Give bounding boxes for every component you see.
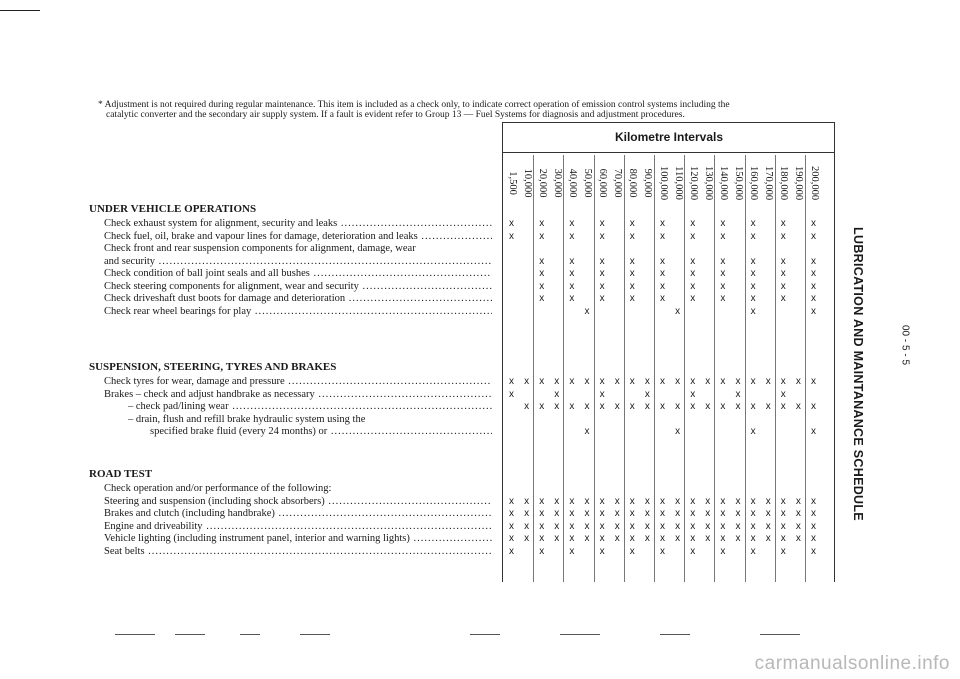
interval-header-label: 10,000 xyxy=(521,168,533,198)
interval-header-label: 110,000 xyxy=(672,166,684,200)
interval-check-mark: x xyxy=(750,293,756,304)
interval-check-mark: x xyxy=(720,376,726,387)
interval-check-mark: x xyxy=(569,533,575,544)
interval-header xyxy=(640,158,655,208)
interval-check-mark: x xyxy=(614,376,620,387)
interval-header xyxy=(806,158,821,208)
interval-check-mark: x xyxy=(599,255,605,267)
interval-check-mark: x xyxy=(524,533,530,544)
interval-check-mark: x xyxy=(629,218,635,229)
interval-check-mark: x xyxy=(780,293,786,304)
interval-check-mark: x xyxy=(584,376,590,387)
section-title: ROAD TEST xyxy=(89,468,153,480)
interval-check-mark: x xyxy=(750,268,756,279)
interval-check-mark: x xyxy=(690,508,696,519)
interval-header xyxy=(655,158,670,208)
interval-header-label: 180,000 xyxy=(778,165,790,201)
interval-check-mark: x xyxy=(675,401,681,412)
interval-check-mark: x xyxy=(629,376,635,387)
interval-check-mark: x xyxy=(569,255,575,267)
interval-check-mark: x xyxy=(750,495,756,507)
interval-check-mark: x xyxy=(780,495,786,507)
table-row-label: Check tyres for wear, damage and pressure ..... xyxy=(104,375,492,388)
interval-check-mark: x xyxy=(599,376,605,387)
interval-check-mark: x xyxy=(599,268,605,279)
interval-header xyxy=(685,158,700,208)
interval-check-mark: x xyxy=(599,533,605,544)
table-row-label: Check driveshaft dust boots for damage and deterioration ..... xyxy=(104,292,492,305)
interval-check-mark: x xyxy=(750,230,756,242)
interval-header-label: 50,000 xyxy=(582,168,593,198)
footer-dash xyxy=(115,634,155,635)
interval-header xyxy=(595,158,610,208)
interval-check-mark: x xyxy=(795,401,801,412)
interval-check-mark: x xyxy=(614,401,620,412)
interval-check-mark: x xyxy=(660,376,665,387)
interval-check-mark: x xyxy=(660,508,665,519)
interval-check-mark: x xyxy=(644,401,650,412)
interval-check-mark: x xyxy=(524,508,530,519)
table-row-label: Check operation and/or performance of the following: xyxy=(104,483,332,494)
interval-check-mark: x xyxy=(629,268,635,279)
interval-check-mark: x xyxy=(660,495,665,507)
interval-check-mark: x xyxy=(660,545,665,557)
interval-check-mark: x xyxy=(720,268,726,279)
interval-check-mark: x xyxy=(765,508,771,519)
interval-check-mark: x xyxy=(735,495,741,507)
side-title xyxy=(838,224,878,524)
interval-check-mark: x xyxy=(509,495,514,507)
interval-header xyxy=(610,158,625,208)
table-header-rule xyxy=(503,152,835,153)
interval-check-mark: x xyxy=(720,520,726,532)
interval-check-mark: x xyxy=(780,388,786,400)
interval-check-mark: x xyxy=(811,293,816,304)
interval-check-mark: x xyxy=(720,230,726,242)
interval-check-mark: x xyxy=(644,388,650,400)
interval-header xyxy=(534,158,549,208)
interval-check-mark: x xyxy=(750,280,756,292)
interval-check-mark: x xyxy=(629,293,635,304)
interval-check-mark: x xyxy=(554,376,560,387)
interval-check-mark: x xyxy=(569,508,575,519)
interval-check-mark: x xyxy=(509,230,514,242)
interval-check-mark: x xyxy=(750,305,756,317)
interval-check-mark: x xyxy=(690,495,696,507)
interval-check-mark: x xyxy=(599,545,605,557)
interval-check-mark: x xyxy=(660,520,665,532)
interval-check-mark: x xyxy=(780,218,786,229)
interval-check-mark: x xyxy=(780,533,786,544)
table-row-label: and security ..... xyxy=(104,255,492,268)
interval-check-mark: x xyxy=(509,533,514,544)
side-title-text: LUBRICATION AND MAINTANANCE SCHEDULE xyxy=(851,227,865,521)
footer-dash xyxy=(470,634,500,635)
interval-check-mark: x xyxy=(750,401,756,412)
interval-check-mark: x xyxy=(750,426,756,437)
interval-check-mark: x xyxy=(539,218,545,229)
interval-check-mark: x xyxy=(509,508,514,519)
footer-dash xyxy=(760,634,800,635)
interval-check-mark: x xyxy=(690,401,696,412)
interval-check-mark: x xyxy=(569,376,575,387)
interval-check-mark: x xyxy=(750,255,756,267)
interval-check-mark: x xyxy=(811,305,816,317)
interval-header-label: 90,000 xyxy=(642,168,654,198)
interval-check-mark: x xyxy=(509,545,514,557)
interval-check-mark: x xyxy=(690,268,696,279)
interval-header xyxy=(625,158,640,208)
interval-check-mark: x xyxy=(539,401,545,412)
interval-check-mark: x xyxy=(660,533,665,544)
interval-check-mark: x xyxy=(660,230,665,242)
table-left-rule xyxy=(502,122,503,582)
interval-check-mark: x xyxy=(644,495,650,507)
interval-header-label: 40,000 xyxy=(566,168,578,198)
interval-check-mark: x xyxy=(690,255,696,267)
interval-check-mark: x xyxy=(811,495,816,507)
footer-dash xyxy=(240,634,260,635)
interval-check-mark: x xyxy=(524,401,530,412)
interval-check-mark: x xyxy=(690,376,696,387)
interval-header-label: 120,000 xyxy=(687,165,699,201)
interval-check-mark: x xyxy=(690,293,696,304)
interval-check-mark: x xyxy=(539,268,545,279)
interval-header-label: 190,000 xyxy=(793,165,805,201)
section-title: UNDER VEHICLE OPERATIONS xyxy=(89,203,257,215)
table-row-label: Brakes and clutch (including handbrake) ..... xyxy=(104,507,492,520)
table-row-label: Steering and suspension (including shock absorbers) ..... xyxy=(104,495,492,508)
interval-header-label: 60,000 xyxy=(597,168,609,198)
interval-check-mark: x xyxy=(584,426,590,437)
interval-header-label: 80,000 xyxy=(627,168,639,198)
interval-check-mark: x xyxy=(811,508,816,519)
interval-check-mark: x xyxy=(750,545,756,557)
interval-check-mark: x xyxy=(629,255,635,267)
table-row-label: – drain, flush and refill brake hydraulic system using the xyxy=(128,413,366,425)
interval-check-mark: x xyxy=(690,218,696,229)
table-row-label: – check pad/lining wear ..... xyxy=(128,400,492,413)
interval-check-mark: x xyxy=(660,255,665,267)
interval-check-mark: x xyxy=(554,495,560,507)
interval-check-mark: x xyxy=(675,376,681,387)
interval-check-mark: x xyxy=(599,520,605,532)
interval-check-mark: x xyxy=(584,520,590,532)
interval-header xyxy=(776,158,791,208)
table-row-label: Check fuel, oil, brake and vapour lines for damage, deterioration and leaks ..... xyxy=(104,230,492,243)
interval-check-mark: x xyxy=(735,508,741,519)
interval-check-mark: x xyxy=(811,426,816,437)
interval-header-label: 1,500 xyxy=(506,171,518,195)
interval-check-mark: x xyxy=(675,520,681,532)
interval-check-mark: x xyxy=(660,218,665,229)
interval-check-mark: x xyxy=(554,508,560,519)
interval-check-mark: x xyxy=(795,495,801,507)
interval-check-mark: x xyxy=(720,293,726,304)
interval-check-mark: x xyxy=(569,218,575,229)
interval-check-mark: x xyxy=(750,376,756,387)
table-row-label: Check rear wheel bearings for play ..... xyxy=(104,305,492,318)
interval-check-mark: x xyxy=(644,533,650,544)
interval-check-mark: x xyxy=(780,545,786,557)
table-row-label: Check steering components for alignment, wear and security ..... xyxy=(104,280,492,293)
interval-check-mark: x xyxy=(795,520,801,532)
section-title: SUSPENSION, STEERING, TYRES AND BRAKES xyxy=(89,361,337,373)
table-row-label: Check exhaust system for alignment, security and leaks ..... xyxy=(104,217,492,230)
interval-check-mark: x xyxy=(524,495,530,507)
interval-check-mark: x xyxy=(690,388,696,400)
interval-check-mark: x xyxy=(569,293,575,304)
interval-check-mark: x xyxy=(780,255,786,267)
interval-check-mark: x xyxy=(811,376,816,387)
interval-check-mark: x xyxy=(675,508,681,519)
interval-check-mark: x xyxy=(735,388,741,400)
interval-check-mark: x xyxy=(705,533,711,544)
interval-check-mark: x xyxy=(569,520,575,532)
interval-header-label: 150,000 xyxy=(733,165,744,201)
footer-dash xyxy=(560,634,600,635)
interval-check-mark: x xyxy=(599,495,605,507)
interval-check-mark: x xyxy=(644,376,650,387)
interval-check-mark: x xyxy=(780,376,786,387)
interval-header-label: 140,000 xyxy=(717,165,729,201)
interval-check-mark: x xyxy=(569,495,575,507)
interval-header xyxy=(731,158,746,208)
interval-check-mark: x xyxy=(720,508,726,519)
interval-check-mark: x xyxy=(765,520,771,532)
table-row-label: specified brake fluid (every 24 months) or ..... xyxy=(150,425,492,438)
interval-check-mark: x xyxy=(614,520,620,532)
interval-check-mark: x xyxy=(509,218,514,229)
interval-check-mark: x xyxy=(599,218,605,229)
interval-check-mark: x xyxy=(720,280,726,292)
page-number xyxy=(890,320,920,370)
interval-check-mark: x xyxy=(584,305,590,317)
interval-check-mark: x xyxy=(750,508,756,519)
interval-check-mark: x xyxy=(554,520,560,532)
interval-check-mark: x xyxy=(524,376,530,387)
interval-check-mark: x xyxy=(720,255,726,267)
interval-header-label: 200,000 xyxy=(808,165,820,201)
interval-check-mark: x xyxy=(811,533,816,544)
interval-check-mark: x xyxy=(660,268,665,279)
interval-check-mark: x xyxy=(705,495,711,507)
interval-check-mark: x xyxy=(509,376,514,387)
interval-check-mark: x xyxy=(599,293,605,304)
interval-header-label: 170,000 xyxy=(763,165,775,201)
interval-check-mark: x xyxy=(660,293,665,304)
interval-check-mark: x xyxy=(539,533,545,544)
interval-check-mark: x xyxy=(569,401,575,412)
interval-check-mark: x xyxy=(780,401,786,412)
table-row-label: Seat belts ..... xyxy=(104,545,492,558)
interval-check-mark: x xyxy=(675,426,681,437)
interval-check-mark: x xyxy=(614,533,620,544)
interval-check-mark: x xyxy=(720,401,726,412)
interval-check-mark: x xyxy=(811,520,816,532)
interval-check-mark: x xyxy=(765,401,771,412)
interval-check-mark: x xyxy=(524,520,530,532)
interval-check-mark: x xyxy=(811,545,816,557)
interval-check-mark: x xyxy=(599,508,605,519)
interval-header xyxy=(564,158,579,208)
interval-check-mark: x xyxy=(569,280,575,292)
interval-header-label: 30,000 xyxy=(551,168,563,198)
interval-check-mark: x xyxy=(780,520,786,532)
interval-check-mark: x xyxy=(599,230,605,242)
interval-check-mark: x xyxy=(690,230,696,242)
interval-header xyxy=(715,158,730,208)
interval-check-mark: x xyxy=(629,520,635,532)
interval-check-mark: x xyxy=(569,268,575,279)
interval-header-label: 160,000 xyxy=(748,165,760,201)
interval-check-mark: x xyxy=(780,268,786,279)
interval-check-mark: x xyxy=(539,520,545,532)
interval-check-mark: x xyxy=(735,533,741,544)
table-top-rule xyxy=(503,122,835,123)
interval-check-mark: x xyxy=(705,401,711,412)
emission-note-line-1: * Adjustment is not required during regular maintenance. This item is included as a check only, to indicate correct operation of emission control systems including the xyxy=(98,100,730,110)
interval-header xyxy=(504,158,519,208)
table-right-rule xyxy=(834,122,835,582)
interval-check-mark: x xyxy=(795,376,801,387)
table-row-label: Engine and driveability ..... xyxy=(104,520,492,533)
interval-check-mark: x xyxy=(720,545,726,557)
interval-check-mark: x xyxy=(750,218,756,229)
interval-check-mark: x xyxy=(811,401,816,412)
interval-check-mark: x xyxy=(539,495,545,507)
interval-check-mark: x xyxy=(811,230,816,242)
interval-check-mark: x xyxy=(675,495,681,507)
interval-check-mark: x xyxy=(554,388,560,400)
interval-check-mark: x xyxy=(720,495,726,507)
interval-check-mark: x xyxy=(765,533,771,544)
interval-check-mark: x xyxy=(509,388,514,400)
table-row-label: Brakes – check and adjust handbrake as necessary ..... xyxy=(104,388,492,401)
footer-dash xyxy=(300,634,330,635)
interval-check-mark: x xyxy=(554,533,560,544)
interval-check-mark: x xyxy=(795,508,801,519)
interval-check-mark: x xyxy=(750,533,756,544)
interval-check-mark: x xyxy=(705,376,711,387)
table-row-label: Vehicle lighting (including instrument panel, interior and warning lights) ..... xyxy=(104,532,492,545)
watermark: carmanualsonline.info xyxy=(754,653,950,674)
table-row-label: Check front and rear suspension components for alignment, damage, wear xyxy=(104,243,416,254)
interval-check-mark: x xyxy=(629,280,635,292)
page-number-text: 00 - 5 - 5 xyxy=(899,324,911,366)
emission-note-line-2: catalytic converter and the secondary air supply system. If a fault is evident refer to Group 13 — Fuel Systems for diagnosis and adjustment procedures. xyxy=(106,110,685,120)
interval-check-mark: x xyxy=(554,401,560,412)
interval-check-mark: x xyxy=(675,305,681,317)
interval-header-label: 100,000 xyxy=(657,165,669,201)
interval-check-mark: x xyxy=(539,280,545,292)
interval-check-mark: x xyxy=(539,230,545,242)
interval-check-mark: x xyxy=(811,280,816,292)
interval-check-mark: x xyxy=(569,545,575,557)
interval-check-mark: x xyxy=(629,495,635,507)
emission-note xyxy=(98,100,838,120)
interval-check-mark: x xyxy=(735,520,741,532)
interval-check-mark: x xyxy=(539,508,545,519)
interval-header xyxy=(670,158,685,208)
interval-check-mark: x xyxy=(811,218,816,229)
interval-header xyxy=(580,158,595,208)
interval-check-mark: x xyxy=(690,545,696,557)
interval-header xyxy=(746,158,761,208)
interval-check-mark: x xyxy=(795,533,801,544)
interval-check-mark: x xyxy=(629,401,635,412)
interval-check-mark: x xyxy=(780,508,786,519)
table-row-label: Check condition of ball joint seals and all bushes ..... xyxy=(104,267,492,280)
interval-check-mark: x xyxy=(690,533,696,544)
interval-header xyxy=(519,158,534,208)
interval-check-mark: x xyxy=(539,376,545,387)
footer-dash xyxy=(175,634,205,635)
interval-check-mark: x xyxy=(599,388,605,400)
interval-check-mark: x xyxy=(705,508,711,519)
interval-header-label: 70,000 xyxy=(612,168,624,198)
interval-check-mark: x xyxy=(584,401,590,412)
interval-check-mark: x xyxy=(584,495,590,507)
interval-check-mark: x xyxy=(720,533,726,544)
interval-check-mark: x xyxy=(735,401,741,412)
kilometre-intervals-header: Kilometre Intervals xyxy=(614,130,724,144)
interval-check-mark: x xyxy=(644,508,650,519)
interval-check-mark: x xyxy=(780,280,786,292)
interval-header xyxy=(761,158,776,208)
interval-check-mark: x xyxy=(690,520,696,532)
interval-check-mark: x xyxy=(675,533,681,544)
interval-header-label: 20,000 xyxy=(536,168,548,198)
interval-check-mark: x xyxy=(584,533,590,544)
interval-check-mark: x xyxy=(599,280,605,292)
interval-check-mark: x xyxy=(629,533,635,544)
interval-check-mark: x xyxy=(569,230,575,242)
interval-check-mark: x xyxy=(765,376,771,387)
interval-check-mark: x xyxy=(614,495,620,507)
interval-check-mark: x xyxy=(660,401,665,412)
interval-check-mark: x xyxy=(660,280,665,292)
interval-check-mark: x xyxy=(629,545,635,557)
interval-check-mark: x xyxy=(629,230,635,242)
interval-check-mark: x xyxy=(750,520,756,532)
interval-check-mark: x xyxy=(720,218,726,229)
interval-check-mark: x xyxy=(539,545,545,557)
interval-check-mark: x xyxy=(811,268,816,279)
top-rule xyxy=(0,10,40,11)
interval-check-mark: x xyxy=(644,520,650,532)
interval-check-mark: x xyxy=(599,401,605,412)
interval-check-mark: x xyxy=(539,255,545,267)
interval-check-mark: x xyxy=(509,520,514,532)
interval-check-mark: x xyxy=(765,495,771,507)
interval-check-mark: x xyxy=(629,508,635,519)
interval-check-mark: x xyxy=(705,520,711,532)
interval-check-mark: x xyxy=(780,230,786,242)
interval-header xyxy=(791,158,806,208)
interval-check-mark: x xyxy=(811,255,816,267)
interval-check-mark: x xyxy=(614,508,620,519)
interval-check-mark: x xyxy=(539,293,545,304)
interval-check-mark: x xyxy=(690,280,696,292)
interval-header-label: 130,000 xyxy=(702,165,714,201)
interval-check-mark: x xyxy=(584,508,590,519)
interval-check-mark: x xyxy=(735,376,741,387)
footer-dash xyxy=(660,634,690,635)
